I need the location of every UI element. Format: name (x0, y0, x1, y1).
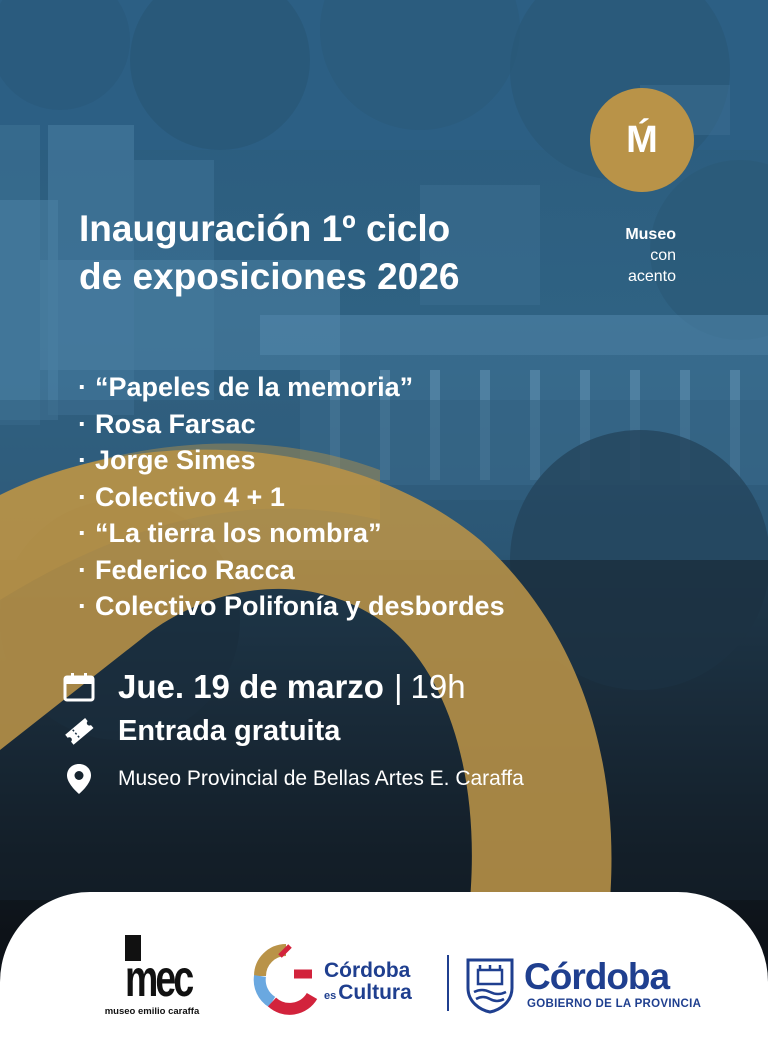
ces-line-1: Córdoba (324, 959, 411, 982)
list-item: · “Papeles de la memoria” (78, 369, 505, 406)
calendar-icon (62, 670, 96, 704)
logo-divider (447, 955, 449, 1011)
event-time: 19h (410, 668, 466, 705)
gobierno-cordoba-logo-subtitle: GOBIERNO DE LA PROVINCIA (527, 998, 702, 1010)
date-separator: | (393, 668, 403, 705)
museo-con-acento-badge (590, 88, 694, 192)
mec-logo (100, 935, 204, 1031)
event-date-row (62, 668, 466, 706)
ticket-icon (62, 714, 96, 748)
event-place-row (62, 762, 524, 796)
event-entry-row (62, 714, 340, 748)
badge-caption (580, 224, 676, 287)
location-pin-icon (62, 762, 96, 796)
cordoba-es-cultura-logo-text (324, 960, 412, 1007)
province-shield-icon (464, 956, 516, 1014)
mec-logo-subtitle: museo emilio caraffa (104, 1006, 200, 1017)
page-title (79, 205, 549, 301)
venue-text: Museo Provincial de Bellas Artes E. Caraffa (118, 767, 524, 790)
ces-es: es (324, 990, 337, 1002)
badge-line-con: con (650, 247, 676, 264)
list-item: · Federico Racca (78, 552, 505, 589)
title-line-2: de exposiciones 2026 (79, 256, 460, 297)
entry-text: Entrada gratuita (118, 714, 341, 747)
exhibition-list (78, 369, 505, 625)
cordoba-es-cultura-logo-mark (250, 944, 320, 1020)
gobierno-cordoba-logo-name: Córdoba (524, 956, 670, 997)
title-line-1: Inauguración 1º ciclo (79, 208, 451, 249)
mec-logo-word: mec (125, 950, 192, 1008)
badge-line-acento: acento (627, 268, 676, 285)
list-item: · “La tierra los nombra” (78, 515, 505, 552)
badge-letter: Ḿ (626, 118, 658, 161)
list-item: · Rosa Farsac (78, 406, 505, 443)
list-item: · Jorge Simes (78, 442, 505, 479)
event-date: Jue. 19 de marzo (118, 668, 384, 705)
list-item: · Colectivo Polifonía y desbordes (78, 588, 505, 625)
ces-line-2: Cultura (338, 981, 412, 1004)
badge-line-museo: Museo (625, 226, 676, 243)
list-item: · Colectivo 4 + 1 (78, 479, 505, 516)
